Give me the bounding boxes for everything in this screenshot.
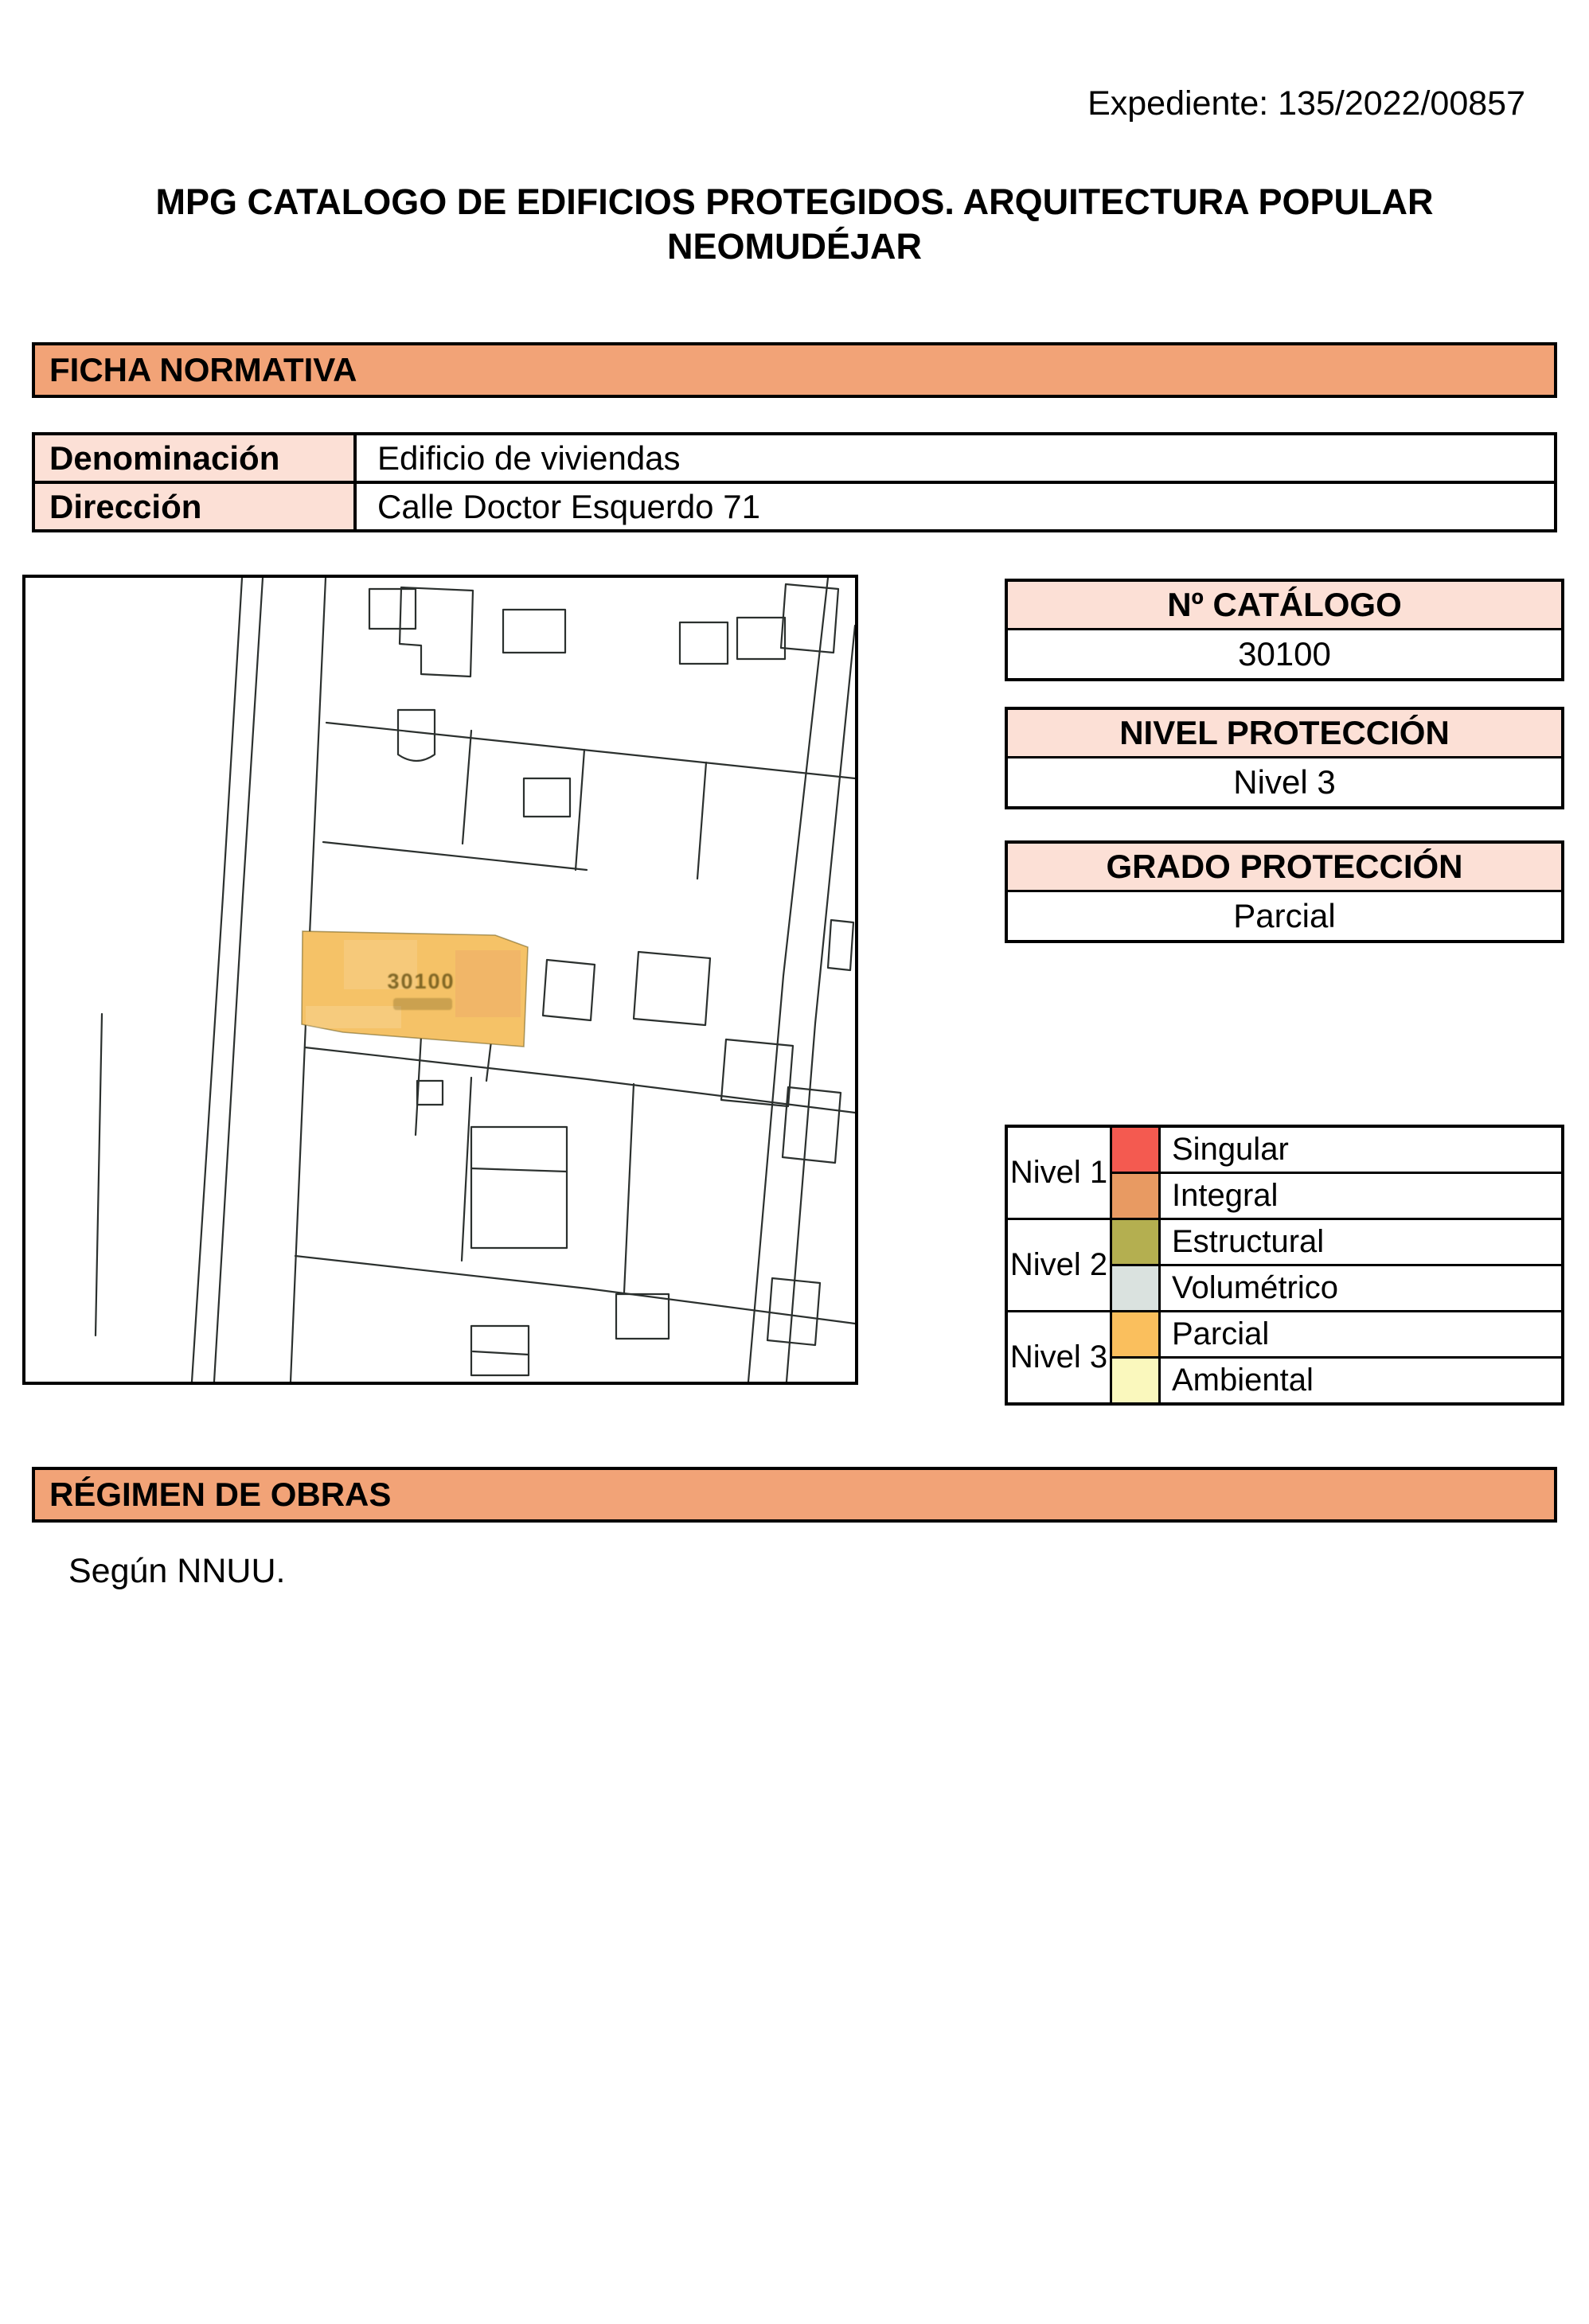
catalog-number-header: Nº CATÁLOGO [1008,582,1561,630]
info-row-direccion-value: Calle Doctor Esquerdo 71 [357,484,1554,529]
info-row-denominacion-label: Denominación [35,435,353,481]
legend-label-estructural: Estructural [1161,1220,1561,1264]
protection-grade-value: Parcial [1008,892,1561,940]
regimen-body-text: Según NNUU. [68,1552,286,1590]
legend-label-ambiental: Ambiental [1161,1359,1561,1402]
legend-label-integral: Integral [1161,1174,1561,1218]
legend-label-singular: Singular [1161,1128,1561,1172]
legend-label-parcial: Parcial [1161,1312,1561,1356]
legend-group-nivel3: Nivel 3 [1008,1312,1110,1402]
map-parcel-highlight [302,931,528,1047]
info-row-denominacion-value: Edificio de viviendas [357,435,1554,481]
legend-swatch-parcial [1112,1312,1158,1356]
protection-legend-table [1005,1125,1564,1406]
legend-swatch-integral [1112,1174,1158,1218]
section-bar-regimen-label: RÉGIMEN DE OBRAS [49,1476,392,1513]
info-row-direccion-label: Dirección [35,484,353,529]
parcel-sublabel-smudge [393,998,452,1010]
section-bar-ficha-normativa [32,342,1557,398]
catalog-number-box [1005,579,1564,681]
catalog-number-value: 30100 [1008,630,1561,678]
section-bar-ficha-label: FICHA NORMATIVA [49,351,357,388]
document-title [0,180,1589,269]
section-bar-regimen-obras [32,1467,1557,1523]
protection-grade-box [1005,840,1564,943]
legend-group-nivel2: Nivel 2 [1008,1220,1110,1310]
legend-group-nivel1: Nivel 1 [1008,1128,1110,1218]
protection-level-box [1005,707,1564,809]
legend-swatch-ambiental [1112,1359,1158,1402]
expediente-number: Expediente: 135/2022/00857 [1087,84,1525,123]
legend-swatch-volumetrico [1112,1266,1158,1310]
cadastral-map [22,575,858,1385]
document-title-line2: NEOMUDÉJAR [666,226,923,267]
info-table [32,432,1557,532]
legend-swatch-estructural [1112,1220,1158,1264]
legend-label-volumetrico: Volumétrico [1161,1266,1561,1310]
protection-grade-header: GRADO PROTECCIÓN [1008,844,1561,892]
parcel-label: 30100 [387,969,455,993]
document-title-line1: MPG CATALOGO DE EDIFICIOS PROTEGIDOS. ARQUITECTURA POPULAR [155,181,1434,222]
cadastral-map-drawing [25,578,855,1382]
protection-level-value: Nivel 3 [1008,758,1561,806]
protection-level-header: NIVEL PROTECCIÓN [1008,710,1561,758]
legend-swatch-singular [1112,1128,1158,1172]
